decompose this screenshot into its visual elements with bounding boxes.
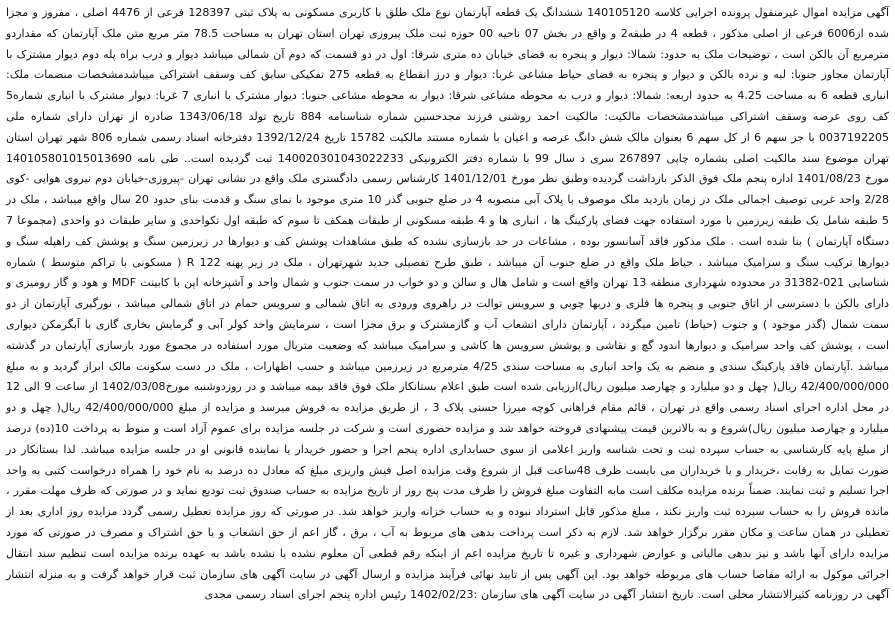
auction-notice-text: آگهی مزایده اموال غیرمنقول پرونده اجرایی کلاسه 140105120 ششدانگ یک قطعه آپارتمان نوع ملک طلق با کاربری مسکونی به پلاک ثبتی 128397 فرعی از 4476 اصلی ، مفروز و مجزا شده از6006 فرعی از اصلی مذکور ، قطعه 4 در طبقه2 و واقع در بخش 07 ناحیه 00 حوزه ثبت ملک پیروزی تهران استان تهران به مساحت 78.5 متر مربع متن ملک آپارتمان که مقداردو مترمربع آن بالکن است ، توضیحات ملک به حدود: شمالا: دیوار و پنجره به فضای خیابان ده متری شرقا: اول در دو قسمت که دوم آن شمالی میباشد دیوار و درب براه پله دوم دیوار مشترک با آپارتمان مجاور جنوبا: لبه و نرده بالکن و دیوار و پنجره به فضای حیاط مشاعی غربا: دیوار و درز انقطاع به قطعه 275 تفکیکی سابق کف وسقف اشتراکی میباشدمشخصات منضمات ملک: انباری قطعه 6 به مساحت 4.25 به حدود اربعه: شمالا: دیوار و درب به محوطه مشاعی شرقا: دیوار به محوطه مشاعی جنوبا: دیوار مشترک با انباری 7 غربا: دیوار مشترک با انباری شماره5 کف روی عرصه وسقف اشتراکی میباشدمشخصات مالکیت: مالکیت احمد روشنی فرزند مجدحسین شماره شناسنامه 884 تاریخ تولد 1343/06/18 صادره از تهران دارای شماره ملی 0037192205 با جز سهم 6 از کل سهم 6 بعنوان مالک شش دانگ عرصه و اعیان با شماره مستند مالکیت 15782 تاریخ 1392/12/24 دفترخانه اسناد رسمی شماره 806 شهر تهران استان تهران موضوع سند مالکیت اصلی بشماره چاپی 267897 سری د سال 99 با شماره دفتر الکترونیکی 140020301043022233 ثبت گردیده است.. طی نامه 140105801015013690 مورخ 1401/08/23 اداره پنجم ملک فوق الذکر بازداشت گردیده وطبق نظر مورخ 1401/12/01 کارشناس رسمی دادگستری ملک واقع در نشانی تهران -پیروزی-خیابان دوم نیروی هوایی -کوی 2/28 واحد غربی توصیف اجمالی ملک در زمان بازدید ملک موصوف با پلاک آبی منصوبه 4 در ضلع جنوبی گذر 10 متری موجود با نمای سنگ و قدمت بنای حدود 20 سال واقع میباشد ، ملک در 5 طبقه شامل یک طبقه زیرزمین با مورد استفاده جهت فضای پارکینگ ها ، انباری ها و 4 طبقه مسکونی از طبقات همکف تا سوم که طبقه اول تکواحدی و سایر طبقات دو واحدی (مجموعا 7 دستگاه آپارتمان ) بنا شده است . ملک مذکور فاقد آسانسور بوده ، مشاعات در حد بازسازی نشده که طبق مشاهدات پوشش کف و دیوارها در زیرزمین سنگ و پوشش کف راهپله سنگ و دیوارها ترکیب سنگ و سرامیک میباشد ، حیاط ملک واقع در ضلع جنوب آن میباشد ، طبق طرح تفصیلی جدید شهرتهران ، ملک در زیر پهنه R 122 ( مسکونی با تراکم متوسط ) شماره شناسایی 021-31382 در محدوده شهرداری منطقه 13 تهران واقع است و شامل هال و سالن و دو خواب در سمت جنوب و شمال واحد و آشپزخانه اپن با کابینت MDF و هود و گاز رومیزی و دارای بالکن با دسترسی از اتاق جنوبی و پنجره ها فلزی و دربها چوبی و سرویس توالت در راهروی ورودی به اتاق شمالی و سرویس حمام در اتاق شمالی میباشد ، نورگیری آپارتمان از دو سمت شمال (گذر موجود ) و جنوب (حیاط) تامین میگردد ، آپارتمان دارای انشعاب آب و گازمشترک و برق مجزا است ، سرمایش واحد کولر آبی و گرمایش بخاری گازی با آبگرمکن دیواری است ، پوشش کف واحد سرامیک و دیوارها اندود گچ و نقاشی و پوشش سرویس ها کاشی و سرامیک میباشد که وضعیت متریال مورد استفاده در مجموع مورد بازسازی آپارتمان در گذشته میباشد .آپارتمان فاقد پارکینگ سندی و منضم به یک واحد انباری به مساحت سندی 4/25 مترمربع در زیرزمین میباشد و حسب اظهارات ، ملک در دست سکونت مالک ابراز گردید و به مبلغ 42/400/000/000 ریال( چهل و دو میلیارد و چهارصد میلیون ریال)ارزیابی شده است طبق اعلام بستانکار ملک فوق فاقد بیمه میباشد و در روزدوشنبه مورخ1402/03/08 از ساعت 9 الی 12 در محل اداره اجرای اسناد رسمی واقع در تهران ، قائم مقام فراهانی کوچه میرزا حسنی پلاک 3 ، از طریق مزایده به فروش میرسد و مزایده از مبلغ 42/400/000/000 ریال( چهل و دو میلیارد و چهارصد میلیون ریال)شروع و به بالاترین قیمت پیشنهادی فروخته خواهد شد و مزایده حضوری است و شرکت در جلسه مزایده برای عموم آزاد است و منوط به پرداخت 10(ده) درصد از مبلغ پایه کارشناسی به حساب سپرده ثبت و تحت شناسه واریز اعلامی از سوی حسابداری اداره پنجم اجرا و حضور خریدار یا نماینده قانونی او در جلسه مزایده میباشد. لذا بستانکار در صورت تمایل به رقابت ،خریدار و یا خریداران می بایست ظرف 48ساعت قبل از شروع وقت مزایده اصل فیش واریزی مبلغ که معادل ده درصد به نام خود را همراه درخواست کتبی به واحد اجرا تسلیم و ثبت نمایند. ضمناً برنده مزایده مکلف است مابه التفاوت مبلغ فروش را ظرف مدت پنج روز از تاریخ مزایده به حساب صندوق ثبت تودیع نماید و در صورتی که ظرف مهلت مقرر ، مانده فروش را به حساب سپرده ثبت واریز نکند ، مبلغ مذکور قابل استرداد نبوده و به حساب خزانه واریز خواهد شد. در صورتی که روز مزایده تعطیل رسمی گردد مزایده روز اداری بعد از تعطیلی در همان ساعت و مکان مقرر برگزار خواهد شد. لازم به ذکر است پرداخت بدهی های مربوط به آب ، برق ، گاز اعم از حق انشعاب و یا حق اشتراک و مصرف در صورتی که مورد مزایده دارای آنها باشد و نیز بدهی مالیاتی و عوارض شهرداری و غیره تا تاریخ مزایده اعم از اینکه رقم قطعی آن معلوم نشده یا نشده باشد به عهده برنده مزایده است تنظیم سند انتقال اجرائی موکول به ارائه مفاصا حساب های مربوطه خواهد بود. این آگهی پس از تایید نهائی فرآیند مزایده و ارسال آگهی در سایت آگهی های سازمان ثبت قرار خواهد گرفت و به منزله انتشار آگهی در روزنامه کثیرالانتشار محلی است. تاریخ انتشار آگهی در سایت آگهی های سازمان :1402/02/23 رئیس اداره پنجم اجرای اسناد رسمی مجدی [6, 6, 890, 602]
